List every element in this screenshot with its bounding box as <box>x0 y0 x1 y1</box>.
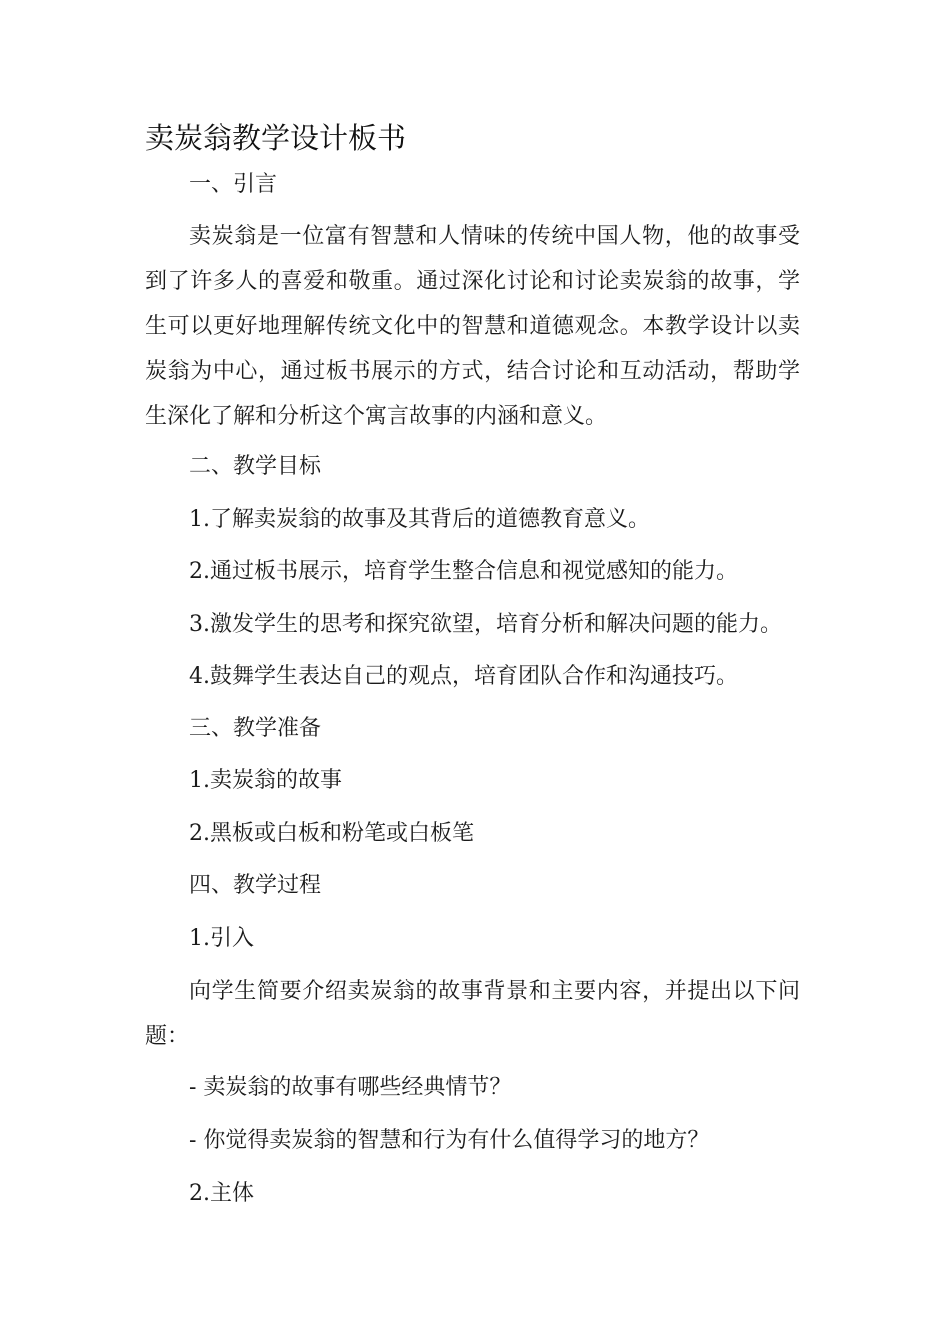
goal-item: 1.了解卖炭翁的故事及其背后的道德教育意义。 <box>189 507 650 532</box>
document-title: 卖炭翁教学设计板书 <box>145 121 407 155</box>
process-step-label: 1.引入 <box>189 926 254 951</box>
goal-item: 4.鼓舞学生表达自己的观点，培育团队合作和沟通技巧。 <box>189 664 738 689</box>
section-heading-prep: 三、教学准备 <box>189 716 322 741</box>
question-item: - 卖炭翁的故事有哪些经典情节？ <box>189 1075 512 1100</box>
section-heading-goals: 二、教学目标 <box>189 454 322 479</box>
process-step-label: 2.主体 <box>189 1181 254 1206</box>
goal-item: 3.激发学生的思考和探究欲望，培育分析和解决问题的能力。 <box>189 612 782 637</box>
prep-item: 1.卖炭翁的故事 <box>189 768 342 793</box>
process-step-paragraph: 向学生简要介绍卖炭翁的故事背景和主要内容，并提出以下问题： <box>145 979 800 1049</box>
section-heading-process: 四、教学过程 <box>189 873 322 898</box>
question-item: - 你觉得卖炭翁的智慧和行为有什么值得学习的地方？ <box>189 1128 710 1153</box>
section-heading-intro: 一、引言 <box>189 172 278 197</box>
goal-item: 2.通过板书展示，培育学生整合信息和视觉感知的能力。 <box>189 559 738 584</box>
intro-paragraph: 卖炭翁是一位富有智慧和人情味的传统中国人物，他的故事受到了许多人的喜爱和敬重。通过深化讨论和讨论卖炭翁的故事，学生可以更好地理解传统文化中的智慧和道德观念。本教学设计以卖炭翁为中心，通过板书展示的方式，结合讨论和互动活动，帮助学生深化了解和分析这个寓言故事的内涵和意义。 <box>145 224 800 429</box>
prep-item: 2.黑板或白板和粉笔或白板笔 <box>189 821 474 846</box>
